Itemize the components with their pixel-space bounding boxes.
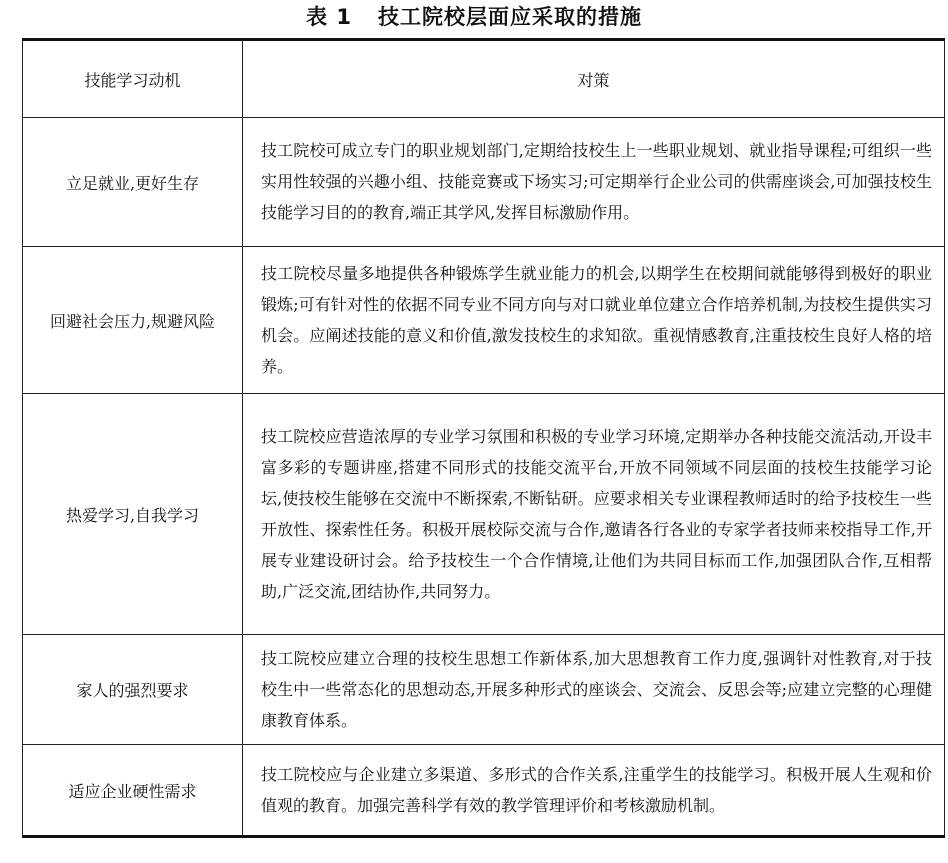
header-row bbox=[23, 40, 945, 118]
table-title: 技工院校层面应采取的措施 bbox=[377, 5, 642, 29]
strategy-cell: 技工院校尽量多地提供各种锻炼学生就业能力的机会,以期学生在校期间就能够得到极好的职业锻炼;可有针对性的依据不同专业不同方向与对口就业单位建立合作培养机制,为技校生提供实习机会。应阐述技能的意义和价值,激发技校生的求知欲。重视情感教育,注重技校生良好人格的培养。 bbox=[243, 247, 945, 394]
motive-cell: 家人的强烈要求 bbox=[23, 635, 243, 745]
table-number: 表 1 bbox=[306, 5, 352, 29]
table-row bbox=[23, 247, 945, 394]
motive-cell: 适应企业硬性需求 bbox=[23, 745, 243, 837]
column-header-strategy: 对策 bbox=[243, 40, 945, 118]
table-row bbox=[23, 635, 945, 745]
motive-cell: 回避社会压力,规避风险 bbox=[23, 247, 243, 394]
measures-table bbox=[22, 38, 945, 838]
table-row bbox=[23, 118, 945, 247]
motive-cell: 立足就业,更好生存 bbox=[23, 118, 243, 247]
motive-cell: 热爱学习,自我学习 bbox=[23, 394, 243, 635]
strategy-cell: 技工院校应与企业建立多渠道、多形式的合作关系,注重学生的技能学习。积极开展人生观和价值观的教育。加强完善科学有效的教学管理评价和考核激励机制。 bbox=[243, 745, 945, 837]
table-row bbox=[23, 745, 945, 837]
column-header-motive: 技能学习动机 bbox=[23, 40, 243, 118]
table-caption bbox=[0, 2, 948, 32]
table-row bbox=[23, 394, 945, 635]
strategy-cell: 技工院校应建立合理的技校生思想工作新体系,加大思想教育工作力度,强调针对性教育,对于技校生中一些常态化的思想动态,开展多种形式的座谈会、交流会、反思会等;应建立完整的心理健康教育体系。 bbox=[243, 635, 945, 745]
strategy-cell: 技工院校可成立专门的职业规划部门,定期给技校生上一些职业规划、就业指导课程;可组织一些实用性较强的兴趣小组、技能竞赛或下场实习;可定期举行企业公司的供需座谈会,可加强技校生技能学习目的的教育,端正其学风,发挥目标激励作用。 bbox=[243, 118, 945, 247]
strategy-cell: 技工院校应营造浓厚的专业学习氛围和积极的专业学习环境,定期举办各种技能交流活动,开设丰富多彩的专题讲座,搭建不同形式的技能交流平台,开放不同领域不同层面的技校生技能学习论坛,使技校生能够在交流中不断探索,不断钻研。应要求相关专业课程教师适时的给予技校生一些开放性、探索性任务。积极开展校际交流与合作,邀请各行各业的专家学者技师来校指导工作,开展专业建设研讨会。给予技校生一个合作情境,让他们为共同目标而工作,加强团队合作,互相帮助,广泛交流,团结协作,共同努力。 bbox=[243, 394, 945, 635]
